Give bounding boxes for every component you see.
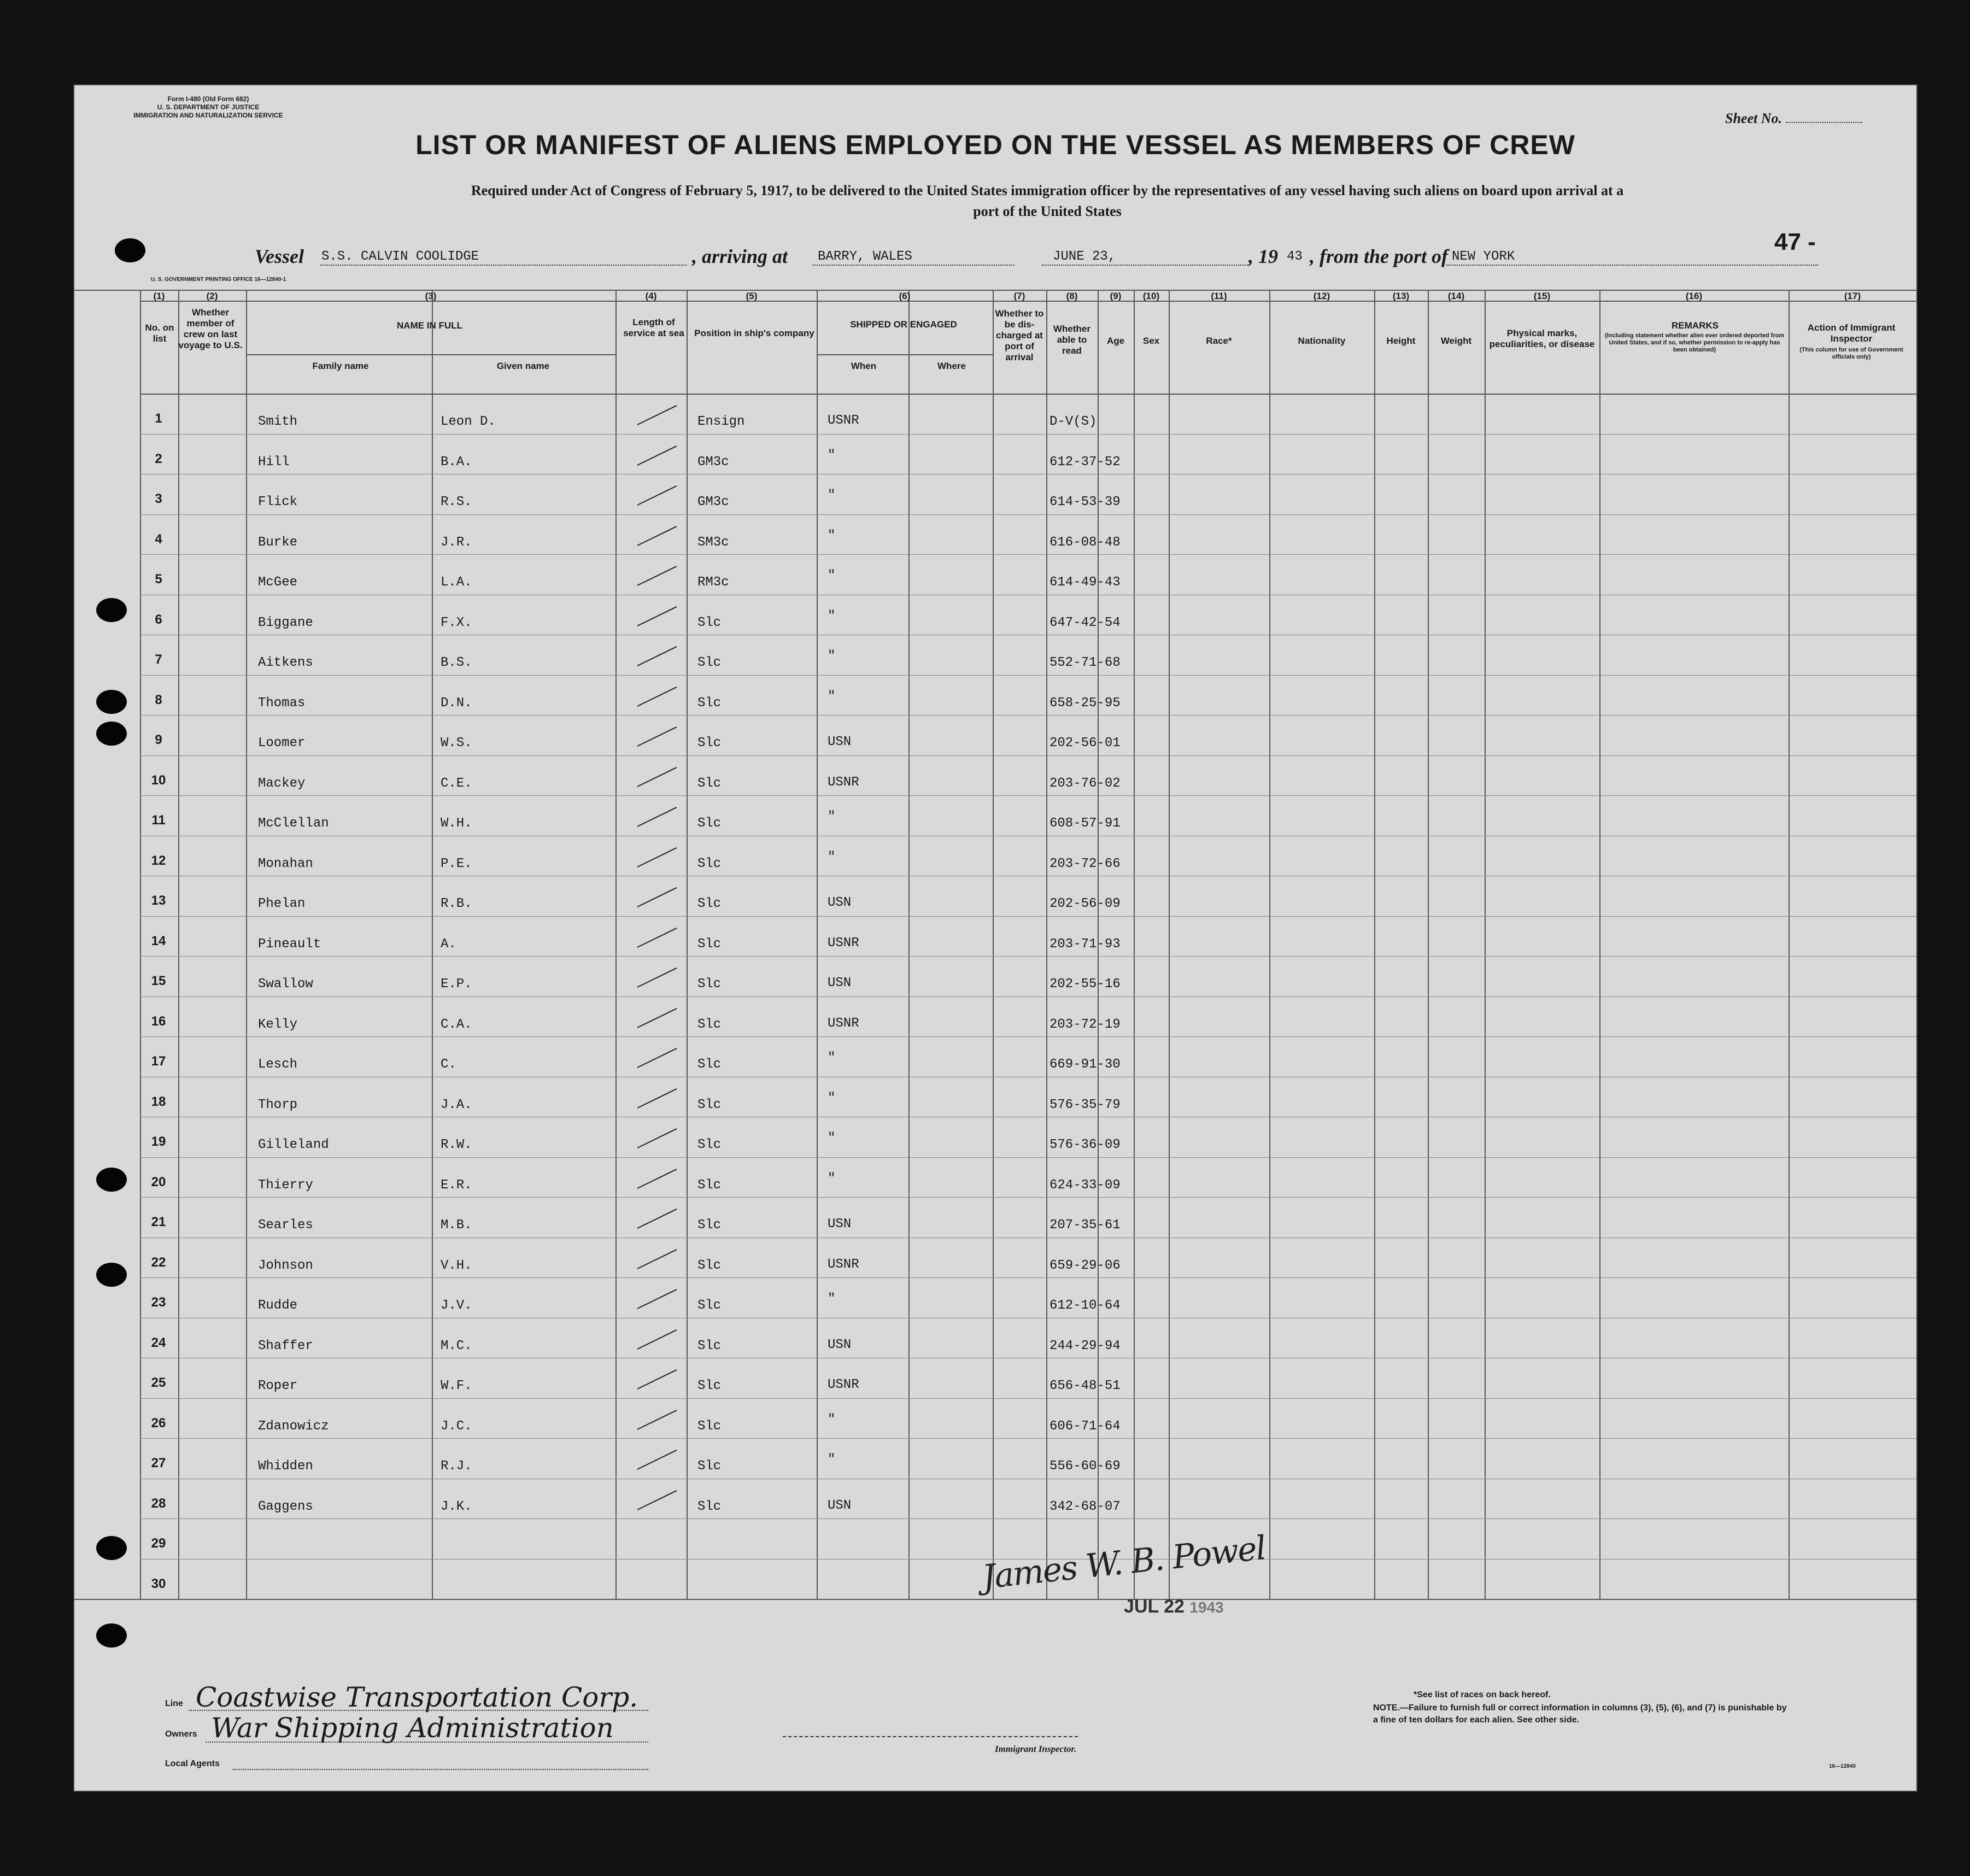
header-weight: Weight [1440, 336, 1472, 346]
shipped-when-cell[interactable]: " [828, 1452, 836, 1467]
row-number: 18 [151, 1094, 166, 1109]
row-number: 27 [151, 1456, 166, 1470]
able-to-read-cell[interactable]: 552-71-68 [1050, 655, 1121, 670]
subtitle-line-1: Required under Act of Congress of February 5, 1917, to be delivered to the United States immigration officer by the representatives of any vessel having such aliens on board upon arrival at a [471, 183, 1624, 198]
stamp-date: JUL 22 [1124, 1596, 1185, 1617]
able-to-read-cell[interactable]: 612-10-64 [1050, 1298, 1121, 1313]
given-name-cell[interactable]: M.C. [441, 1338, 472, 1353]
family-name-cell[interactable]: Swallow [258, 977, 313, 992]
column-number: (14) [1447, 291, 1465, 301]
owners-label: Owners [165, 1730, 197, 1739]
able-to-read-cell[interactable]: 203-71-93 [1050, 936, 1121, 952]
header-where: Where [937, 361, 966, 371]
position-cell[interactable]: Slc [697, 1258, 722, 1273]
family-name-cell[interactable]: Roper [258, 1379, 298, 1393]
position-cell[interactable]: Slc [697, 936, 722, 952]
position-cell[interactable]: Slc [697, 1418, 722, 1434]
row-number: 19 [151, 1134, 166, 1149]
able-to-read-cell[interactable]: 576-35-79 [1050, 1097, 1121, 1112]
header-age: Age [1106, 336, 1125, 346]
able-to-read-cell[interactable]: 656-48-51 [1050, 1379, 1121, 1393]
row-number: 1 [155, 411, 162, 426]
shipped-when-cell[interactable]: USN [828, 1217, 852, 1232]
family-name-cell[interactable]: Searles [258, 1218, 313, 1233]
shipped-when-cell[interactable]: " [828, 849, 836, 865]
vessel-name[interactable]: S.S. CALVIN COOLIDGE [321, 249, 479, 264]
line-value[interactable]: Coastwise Transportation Corp. [196, 1681, 638, 1713]
given-name-cell[interactable]: W.H. [441, 816, 472, 831]
form-id-line: Form I-480 (Old Form 682) [167, 95, 249, 103]
able-to-read-cell[interactable]: 612-37-52 [1050, 454, 1121, 470]
able-to-read-cell[interactable]: 556-60-69 [1050, 1459, 1121, 1474]
family-name-cell[interactable]: Smith [258, 414, 298, 429]
given-name-cell[interactable]: R.S. [441, 495, 472, 509]
shipped-when-cell[interactable]: " [828, 1292, 836, 1306]
family-name-cell[interactable]: Whidden [258, 1459, 313, 1474]
position-cell[interactable]: Slc [697, 1379, 722, 1393]
header-whether-member: Whether member of crew on last voyage to U.S. [178, 307, 243, 350]
row-number: 26 [151, 1415, 166, 1431]
row-number: 16 [151, 1013, 166, 1029]
given-name-cell[interactable]: E.P. [441, 977, 472, 992]
row-number: 17 [151, 1054, 166, 1069]
shipped-when-cell[interactable]: USNR [828, 1257, 859, 1272]
able-to-read-cell[interactable]: 616-08-48 [1050, 535, 1121, 550]
manifest-sheet [73, 84, 1918, 1792]
form-code: 16—12840 [1829, 1763, 1856, 1769]
row-number: 2 [155, 451, 162, 466]
family-name-cell[interactable]: Hill [258, 454, 290, 470]
row-number: 29 [151, 1536, 166, 1551]
row-number: 20 [151, 1174, 166, 1189]
shipped-when-cell[interactable]: USN [828, 895, 852, 910]
position-cell[interactable]: Slc [697, 1338, 722, 1353]
able-to-read-cell[interactable]: 244-29-94 [1050, 1338, 1121, 1353]
given-name-cell[interactable]: C.A. [441, 1017, 472, 1032]
able-to-read-cell[interactable]: 608-57-91 [1050, 816, 1121, 831]
family-name-cell[interactable]: Kelly [258, 1017, 298, 1032]
punch-hole [96, 1263, 127, 1287]
shipped-when-cell[interactable]: " [828, 608, 836, 624]
able-to-read-cell[interactable]: D-V(S) [1050, 414, 1097, 429]
column-number: (4) [645, 291, 657, 301]
punch-hole [96, 722, 127, 746]
given-name-cell[interactable]: A. [441, 936, 456, 952]
given-name-cell[interactable]: R.J. [441, 1459, 472, 1474]
race-note: *See list of races on back hereof. [1414, 1690, 1551, 1699]
position-cell[interactable]: Slc [697, 816, 722, 831]
year-label: , 19 [1248, 245, 1278, 267]
header-height: Height [1386, 336, 1416, 346]
column-number: (17) [1844, 291, 1861, 301]
family-name-cell[interactable]: Shaffer [258, 1338, 313, 1353]
given-name-cell[interactable]: C.E. [441, 776, 472, 791]
column-number: (2) [206, 291, 218, 301]
header-action-note: (This column for use of Government officials only) [1799, 347, 1903, 360]
family-name-cell[interactable]: Loomer [258, 736, 306, 751]
given-name-cell[interactable]: W.S. [441, 736, 472, 751]
given-name-cell[interactable]: Leon D. [441, 414, 496, 429]
shipped-when-cell[interactable]: USNR [828, 775, 859, 790]
able-to-read-cell[interactable]: 342-68-07 [1050, 1499, 1121, 1514]
given-name-cell[interactable]: C. [441, 1057, 456, 1072]
given-name-cell[interactable]: P.E. [441, 856, 472, 871]
able-to-read-cell[interactable]: 207-35-61 [1050, 1218, 1121, 1233]
row-number: 12 [151, 853, 166, 868]
row-number: 6 [155, 612, 162, 627]
from-label: , from the port of [1310, 245, 1449, 267]
position-cell[interactable]: Slc [697, 856, 722, 871]
shipped-when-cell[interactable]: USNR [828, 935, 859, 951]
departure-port[interactable]: NEW YORK [1452, 249, 1515, 264]
header-length-of-service: Length of service at sea [623, 317, 684, 338]
position-cell[interactable]: SM3c [697, 535, 729, 550]
family-name-cell[interactable]: Mackey [258, 776, 306, 791]
able-to-read-cell[interactable]: 203-72-19 [1050, 1017, 1121, 1032]
row-number: 23 [151, 1295, 166, 1310]
family-name-cell[interactable]: Monahan [258, 856, 313, 871]
given-name-cell[interactable]: R.B. [441, 896, 472, 911]
position-cell[interactable]: Slc [697, 1459, 722, 1474]
row-number: 13 [151, 893, 166, 908]
shipped-when-cell[interactable]: USNR [828, 1377, 859, 1392]
header-remarks: REMARKS [1672, 320, 1719, 331]
header-shipped-or-engaged: SHIPPED OR ENGAGED [850, 319, 957, 330]
shipped-when-cell[interactable]: USN [828, 1498, 852, 1513]
header-able-to-read: Whether able to read [1053, 324, 1090, 356]
header-family-name: Family name [312, 361, 369, 371]
able-to-read-cell[interactable]: 202-56-09 [1050, 896, 1121, 911]
row-number: 30 [151, 1576, 166, 1591]
family-name-cell[interactable]: Thierry [258, 1177, 313, 1193]
row-number: 25 [151, 1375, 166, 1390]
inspector-label: Immigrant Inspector. [995, 1744, 1077, 1754]
family-name-cell[interactable]: Burke [258, 535, 298, 550]
given-name-cell[interactable]: D.N. [441, 695, 472, 711]
able-to-read-cell[interactable]: 576-36-09 [1050, 1138, 1121, 1152]
shipped-when-cell[interactable]: " [828, 528, 836, 543]
position-cell[interactable]: Slc [697, 1218, 722, 1233]
position-cell[interactable]: Slc [697, 1298, 722, 1313]
row-number: 3 [155, 491, 162, 506]
family-name-cell[interactable]: Gaggens [258, 1499, 313, 1514]
header-no-on-list: No. on list [145, 323, 174, 344]
shipped-when-cell[interactable]: USN [828, 735, 852, 749]
row-number: 4 [155, 531, 162, 547]
family-name-cell[interactable]: Zdanowicz [258, 1418, 329, 1434]
given-name-cell[interactable]: F.X. [441, 615, 472, 630]
punch-hole [96, 1536, 127, 1560]
position-cell[interactable]: Slc [697, 776, 722, 791]
sheet-number-label: Sheet No. [1725, 110, 1782, 126]
column-number: (9) [1110, 291, 1122, 301]
column-number: (11) [1211, 291, 1227, 301]
position-cell[interactable]: RM3c [697, 575, 729, 590]
able-to-read-cell[interactable]: 203-72-66 [1050, 856, 1121, 871]
shipped-when-cell[interactable]: USN [828, 976, 852, 990]
row-number: 8 [155, 692, 162, 707]
local-agents-label: Local Agents [165, 1759, 220, 1768]
position-cell[interactable]: GM3c [697, 495, 729, 509]
family-name-cell[interactable]: Aitkens [258, 655, 313, 670]
shipped-when-cell[interactable]: " [828, 1171, 836, 1186]
form-id-line: IMMIGRATION AND NATURALIZATION SERVICE [133, 112, 283, 119]
column-number: (7) [1013, 291, 1025, 301]
family-name-cell[interactable]: Gilleland [258, 1138, 329, 1152]
header-position: Position in ship's company [694, 328, 814, 338]
punch-hole [115, 238, 145, 262]
given-name-cell[interactable]: J.V. [441, 1298, 472, 1313]
inspector-signature: James W. B. Powel [980, 1529, 1268, 1597]
position-cell[interactable]: Slc [697, 1057, 722, 1072]
arrival-date[interactable]: JUNE 23, [1053, 249, 1116, 264]
header-when: When [851, 361, 877, 371]
arriving-label: , arriving at [692, 245, 788, 267]
given-name-cell[interactable]: R.W. [441, 1138, 472, 1152]
subtitle-line-2: port of the United States [973, 203, 1122, 219]
family-name-cell[interactable]: Phelan [258, 896, 306, 911]
stamp-year: 1943 [1189, 1599, 1224, 1616]
position-cell[interactable]: GM3c [697, 454, 729, 470]
page-title: LIST OR MANIFEST OF ALIENS EMPLOYED ON THE VESSEL AS MEMBERS OF CREW [415, 130, 1575, 160]
position-cell[interactable]: Slc [697, 1499, 722, 1514]
able-to-read-cell[interactable]: 659-29-06 [1050, 1258, 1121, 1273]
position-cell[interactable]: Slc [697, 977, 722, 992]
row-number: 10 [151, 772, 166, 788]
shipped-when-cell[interactable]: " [828, 649, 836, 664]
given-name-cell[interactable]: E.R. [441, 1177, 472, 1193]
punch-hole [96, 1168, 127, 1192]
page-number: 47 - [1774, 228, 1816, 255]
position-cell[interactable]: Ensign [697, 414, 745, 429]
given-name-cell[interactable]: J.C. [441, 1418, 472, 1434]
row-number: 22 [151, 1254, 166, 1270]
able-to-read-cell[interactable]: 658-25-95 [1050, 695, 1121, 711]
position-cell[interactable]: Slc [697, 1177, 722, 1193]
given-name-cell[interactable]: W.F. [441, 1379, 472, 1393]
family-name-cell[interactable]: McGee [258, 575, 298, 590]
shipped-when-cell[interactable]: " [828, 1131, 836, 1146]
position-cell[interactable]: Slc [697, 896, 722, 911]
able-to-read-cell[interactable]: 614-53-39 [1050, 495, 1121, 509]
able-to-read-cell[interactable]: 669-91-30 [1050, 1057, 1121, 1072]
able-to-read-cell[interactable]: 606-71-64 [1050, 1418, 1121, 1434]
given-name-cell[interactable]: J.R. [441, 535, 472, 550]
header-physical-marks: Physical marks, peculiarities, or disease [1489, 328, 1595, 349]
position-cell[interactable]: Slc [697, 615, 722, 630]
able-to-read-cell[interactable]: 624-33-09 [1050, 1177, 1121, 1193]
able-to-read-cell[interactable]: 203-76-02 [1050, 776, 1121, 791]
row-number: 28 [151, 1496, 166, 1511]
family-name-cell[interactable]: Thorp [258, 1097, 298, 1112]
shipped-when-cell[interactable]: " [828, 448, 836, 463]
shipped-when-cell[interactable]: " [828, 488, 836, 503]
header-remarks-note: (Including statement whether alien ever ordered deported from United States, and if so, whether permission to re-apply has been obtained) [1604, 332, 1785, 353]
row-number: 5 [155, 572, 162, 587]
column-number: (5) [746, 291, 758, 301]
form-id-line: U. S. DEPARTMENT OF JUSTICE [157, 103, 260, 111]
header-discharged: Whether to be dis-charged at port of arrival [995, 308, 1044, 362]
shipped-when-cell[interactable]: USNR [828, 413, 859, 428]
row-number: 7 [155, 652, 162, 667]
column-number: (15) [1533, 291, 1551, 301]
date-stamp [1124, 1596, 1224, 1617]
vessel-label: Vessel [255, 245, 304, 267]
header-nationality: Nationality [1298, 336, 1346, 346]
given-name-cell[interactable]: M.B. [441, 1218, 472, 1233]
given-name-cell[interactable]: J.A. [441, 1097, 472, 1112]
given-name-cell[interactable]: B.S. [441, 655, 472, 670]
family-name-cell[interactable]: Flick [258, 495, 298, 509]
punch-hole [96, 598, 127, 622]
shipped-when-cell[interactable]: " [828, 568, 836, 583]
position-cell[interactable]: Slc [697, 736, 722, 751]
column-number: (1) [153, 291, 165, 301]
year-value[interactable]: 43 [1287, 249, 1303, 264]
line-label: Line [165, 1699, 183, 1708]
arriving-port[interactable]: BARRY, WALES [818, 249, 912, 264]
column-number: (3) [425, 291, 437, 301]
column-number: (6) [899, 291, 911, 301]
row-number: 21 [151, 1215, 166, 1229]
able-to-read-cell[interactable]: 202-56-01 [1050, 736, 1121, 751]
family-name-cell[interactable]: Lesch [258, 1057, 298, 1072]
row-number: 14 [151, 933, 166, 948]
shipped-when-cell[interactable]: " [828, 1091, 836, 1106]
shipped-when-cell[interactable]: USNR [828, 1016, 859, 1031]
shipped-when-cell[interactable]: " [828, 810, 836, 824]
family-name-cell[interactable]: Johnson [258, 1258, 313, 1273]
row-number: 24 [151, 1335, 166, 1350]
header-given-name: Given name [496, 361, 550, 371]
shipped-when-cell[interactable]: " [828, 689, 836, 704]
column-number: (12) [1313, 291, 1330, 301]
position-cell[interactable]: Slc [697, 1097, 722, 1112]
family-name-cell[interactable]: Pineault [258, 936, 321, 952]
family-name-cell[interactable]: Rudde [258, 1298, 298, 1313]
position-cell[interactable]: Slc [697, 655, 722, 670]
given-name-cell[interactable]: J.K. [441, 1499, 472, 1514]
row-number: 15 [151, 974, 166, 988]
penalty-note: NOTE.—Failure to furnish full or correct information in columns (3), (5), (6), and (7) is punishable by a fine of ten dollars for each alien. See other side. [1373, 1703, 1787, 1725]
punch-hole [96, 1623, 127, 1648]
given-name-cell[interactable]: L.A. [441, 575, 472, 590]
header-sex: Sex [1142, 336, 1160, 346]
header-race: Race* [1206, 336, 1232, 346]
punch-hole [96, 690, 127, 714]
owners-value[interactable]: War Shipping Administration [211, 1712, 614, 1744]
able-to-read-cell[interactable]: 614-49-43 [1050, 575, 1121, 590]
family-name-cell[interactable]: Thomas [258, 695, 306, 711]
column-number: (10) [1142, 291, 1160, 301]
able-to-read-cell[interactable]: 202-55-16 [1050, 977, 1121, 992]
shipped-when-cell[interactable]: " [828, 1051, 836, 1065]
column-number: (16) [1685, 291, 1703, 301]
family-name-cell[interactable]: McClellan [258, 816, 329, 831]
printing-office: U. S. GOVERNMENT PRINTING OFFICE 16—12840-1 [151, 277, 286, 283]
row-number: 9 [155, 732, 162, 747]
able-to-read-cell[interactable]: 647-42-54 [1050, 615, 1121, 630]
given-name-cell[interactable]: B.A. [441, 454, 472, 470]
column-number: (13) [1392, 291, 1410, 301]
given-name-cell[interactable]: V.H. [441, 1258, 472, 1273]
position-cell[interactable]: Slc [697, 1017, 722, 1032]
shipped-when-cell[interactable]: " [828, 1412, 836, 1427]
header-action: Action of Immigrant Inspector [1807, 323, 1896, 344]
row-number: 11 [151, 813, 166, 828]
family-name-cell[interactable]: Biggane [258, 615, 313, 630]
position-cell[interactable]: Slc [697, 1138, 722, 1152]
position-cell[interactable]: Slc [697, 695, 722, 711]
column-number: (8) [1066, 291, 1078, 301]
shipped-when-cell[interactable]: USN [828, 1337, 852, 1352]
header-name-in-full: NAME IN FULL [397, 320, 462, 331]
